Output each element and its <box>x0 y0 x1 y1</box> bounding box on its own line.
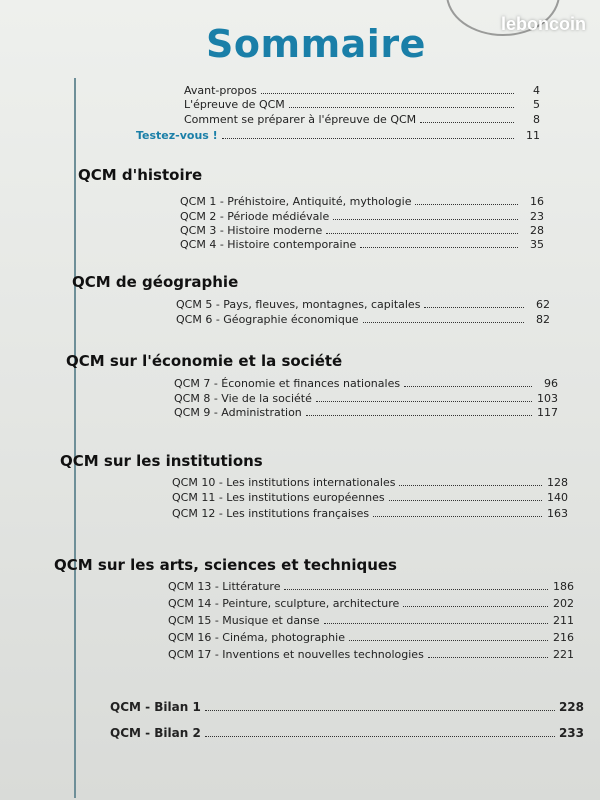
toc-entry-page: 82 <box>536 313 550 326</box>
toc-entry-page: 233 <box>558 726 584 740</box>
toc-entry <box>168 648 574 661</box>
toc-entry <box>172 491 568 504</box>
toc-entry <box>176 313 550 326</box>
toc-entry-page: 62 <box>536 298 550 311</box>
toc-entry-label: QCM 1 - Préhistoire, Antiquité, mythologie <box>180 195 412 208</box>
toc-entry-page: 163 <box>547 507 568 520</box>
section-title-geographie: QCM de géographie <box>72 273 239 291</box>
leader-dots <box>399 484 542 486</box>
toc-entry-page: 103 <box>537 392 558 405</box>
toc-entry-page: 211 <box>553 614 574 627</box>
leader-dots <box>363 321 524 323</box>
toc-entry <box>172 476 568 489</box>
toc-entry-label: QCM 11 - Les institutions européennes <box>172 491 385 504</box>
leader-dots <box>389 499 542 501</box>
margin-rule <box>74 78 76 798</box>
leader-dots <box>326 232 518 234</box>
section-title-arts: QCM sur les arts, sciences et techniques <box>54 556 397 574</box>
toc-entry-testez <box>136 129 540 142</box>
leader-dots <box>403 605 548 607</box>
toc-entry-label: QCM 9 - Administration <box>174 406 302 419</box>
toc-entry <box>180 195 544 208</box>
leader-dots <box>360 246 518 248</box>
toc-entry-page: 96 <box>544 377 558 390</box>
toc-entry-page: 4 <box>533 84 540 97</box>
toc-entry <box>174 392 558 405</box>
toc-entry <box>168 580 574 593</box>
toc-entry <box>172 507 568 520</box>
leader-dots <box>261 92 514 94</box>
toc-entry-page: 216 <box>553 631 574 644</box>
toc-entry <box>180 210 544 223</box>
toc-entry <box>174 406 558 419</box>
toc-entry-epreuve <box>184 98 540 111</box>
leader-dots <box>420 121 514 123</box>
toc-entry-page: 5 <box>533 98 540 111</box>
toc-entry-label: QCM 3 - Histoire moderne <box>180 224 323 237</box>
toc-entry-label: QCM 10 - Les institutions internationales <box>172 476 396 489</box>
toc-entry-label: QCM 12 - Les institutions françaises <box>172 507 370 520</box>
leader-dots <box>284 588 548 590</box>
toc-entry-page: 16 <box>530 195 544 208</box>
toc-entry <box>168 631 574 644</box>
toc-entry-label: Testez-vous ! <box>136 129 218 142</box>
toc-entry-label: QCM 4 - Histoire contemporaine <box>180 238 357 251</box>
leader-dots <box>424 306 524 308</box>
leader-dots <box>222 137 514 139</box>
section-title-economie: QCM sur l'économie et la société <box>66 352 343 370</box>
leader-dots <box>373 515 542 517</box>
watermark: leboncoin <box>501 14 586 34</box>
toc-entry-page: 11 <box>526 129 540 142</box>
toc-entry-label: QCM 14 - Peinture, sculpture, architecture <box>168 597 400 610</box>
toc-entry-page: 28 <box>530 224 544 237</box>
leader-dots <box>316 400 532 402</box>
toc-entry-page: 228 <box>558 700 584 714</box>
toc-entry-label: Avant-propos <box>184 84 257 97</box>
toc-entry-label: QCM 6 - Géographie économique <box>176 313 359 326</box>
toc-entry <box>174 377 558 390</box>
toc-entry <box>180 238 544 251</box>
toc-entry-label: L'épreuve de QCM <box>184 98 285 111</box>
leader-dots <box>415 203 518 205</box>
toc-entry-page: 8 <box>533 113 540 126</box>
toc-entry-label: QCM 8 - Vie de la société <box>174 392 312 405</box>
leader-dots <box>289 106 514 108</box>
toc-entry <box>168 597 574 610</box>
toc-entry-label: QCM 2 - Période médiévale <box>180 210 330 223</box>
toc-entry-label: QCM 7 - Économie et finances nationales <box>174 377 401 390</box>
toc-entry-page: 140 <box>547 491 568 504</box>
toc-entry-page: 186 <box>553 580 574 593</box>
leader-dots <box>404 385 532 387</box>
toc-entry-label: QCM 17 - Inventions et nouvelles technologies <box>168 648 424 661</box>
toc-entry <box>168 614 574 627</box>
toc-entry-preparer <box>184 113 540 126</box>
leader-dots <box>205 709 555 711</box>
page-title: Sommaire <box>206 22 426 66</box>
toc-entry <box>176 298 550 311</box>
leader-dots <box>333 218 518 220</box>
toc-entry-avant-propos <box>184 84 540 97</box>
toc-entry-label: QCM 5 - Pays, fleuves, montagnes, capitales <box>176 298 421 311</box>
toc-entry-label: QCM 16 - Cinéma, photographie <box>168 631 345 644</box>
leader-dots <box>306 414 532 416</box>
leader-dots <box>324 622 548 624</box>
toc-entry-page: 23 <box>530 210 544 223</box>
toc-entry-bilan-1 <box>110 700 584 714</box>
toc-entry-page: 35 <box>530 238 544 251</box>
toc-entry-label: QCM 13 - Littérature <box>168 580 281 593</box>
leader-dots <box>428 656 548 658</box>
toc-entry-label: QCM - Bilan 1 <box>110 700 201 714</box>
leader-dots <box>349 639 548 641</box>
leader-dots <box>205 735 555 737</box>
toc-entry-page: 221 <box>553 648 574 661</box>
toc-entry-label: QCM - Bilan 2 <box>110 726 201 740</box>
toc-entry <box>180 224 544 237</box>
toc-entry-page: 202 <box>553 597 574 610</box>
toc-entry-page: 128 <box>547 476 568 489</box>
section-title-institutions: QCM sur les institutions <box>60 452 263 470</box>
toc-entry-bilan-2 <box>110 726 584 740</box>
section-title-histoire: QCM d'histoire <box>78 166 203 184</box>
toc-entry-label: Comment se préparer à l'épreuve de QCM <box>184 113 417 126</box>
toc-entry-label: QCM 15 - Musique et danse <box>168 614 320 627</box>
toc-entry-page: 117 <box>537 406 558 419</box>
